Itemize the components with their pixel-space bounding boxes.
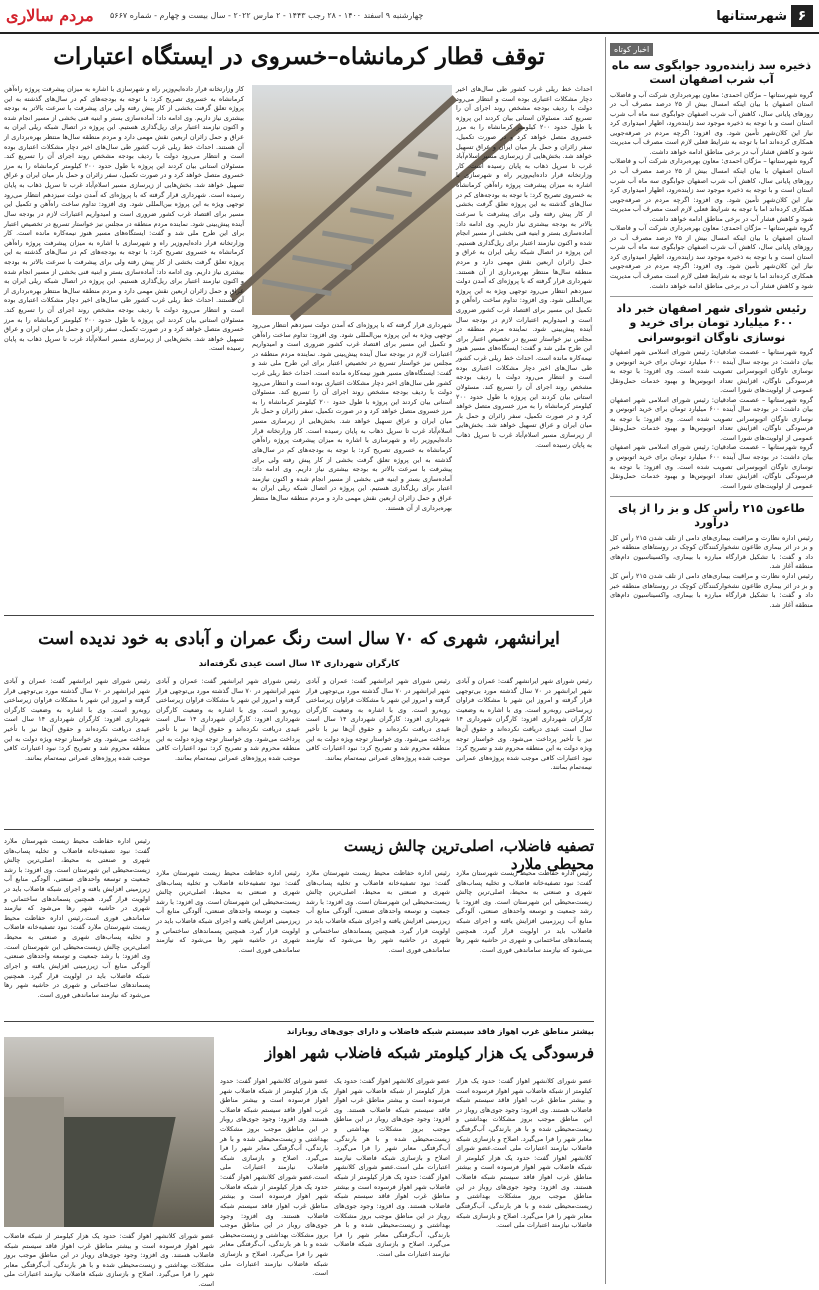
article1-text: احداث خط ریلی غرب کشور طی سال‌های اخیر دچار مشکلات اعتباری بوده است و انتظار می‌رود دولت با ردیف بودجه مشخص روند اجرای آن را تسریع کند. مسئولان استانی بیان کردند این پروژه با طول حدود ۲۰۰ کیلومتر کرمانشاه را به مرز خسروی متصل خواهد کرد و در صورت تکمیل، سفر زائران و حمل بار میان ایران و عراق تسهیل خواهد شد. بخش‌هایی از زیرسازی مسیر اسلام‌آباد غرب تا سرپل ذهاب به پایان رسیده است. xyxy=(252,369,452,435)
divider xyxy=(4,615,594,616)
article2-text: رئیس شورای شهر ایرانشهر گفت: عمران و آبادی شهر ایرانشهر در ۷۰ سال گذشته مورد بی‌توجهی قرار گرفته و امروز این شهر با مشکلات فراوان زیرساختی روبه‌رو است. وی با اشاره به وضعیت کارگران شهرداری افزود: کارگران شهرداری ۱۴ سال است عیدی دریافت نکرده‌اند و حقوق آن‌ها نیز با تأخیر پرداخت می‌شود. وی خواستار توجه ویژه دولت به این منطقه محروم شد و تصریح کرد: نبود اعتبارات کافی موجب شده پروژه‌های عمرانی نیمه‌تمام بمانند. xyxy=(156,677,301,762)
article4-headline: فرسودگی یک هزار کیلومتر شبکه فاضلاب شهر اهواز xyxy=(264,1044,594,1062)
article4-text: عضو شورای کلانشهر اهواز گفت: حدود یک هزار کیلومتر از شبکه فاضلاب شهر اهواز فرسوده است و بیشتر مناطق غرب اهواز فاقد سیستم شبکه فاضلاب هستند. وی افزود: وجود جوی‌های روباز در این مناطق موجب بروز مشکلات بهداشتی و زیست‌محیطی شده و با هر بارندگی، آب‌گرفتگی معابر شهر را فرا می‌گیرد. اصلاح و بازسازی شبکه فاضلاب نیازمند اعتبارات ملی است. xyxy=(220,1077,328,1182)
article3-headline: تصفیه فاضلاب، اصلی‌ترین چالش زیست محیطی ملارد xyxy=(343,837,594,873)
right-news-column xyxy=(605,37,813,1284)
sleeper xyxy=(322,231,374,245)
story3-body-more: رئیس اداره نظارت و مراقبت بیماری‌های دامی از تلف شدن ۲۱۵ رأس کل و بز در اثر بیماری طاعون نشخوارکنندگان کوچک در روستاهای منطقه خبر داد و گفت: با تشکیل قرارگاه مبارزه با بیماری، واکسیناسیون دام‌های منطقه آغاز شد. xyxy=(610,571,813,609)
article3-text: رئیس اداره حفاظت محیط زیست شهرستان ملارد گفت: نبود تصفیه‌خانه فاضلاب و تخلیه پساب‌های شهری و صنعتی به محیط، اصلی‌ترین چالش زیست‌محیطی این شهرستان است. وی افزود: با رشد جمعیت و توسعه واحدهای صنعتی، آلودگی منابع آب زیرزمینی افزایش یافته و اجرای شبکه فاضلاب باید در اولویت قرار گیرد. همچنین پسماندهای ساختمانی و شهری در حاشیه شهر رها می‌شود که نیازمند ساماندهی فوری است. xyxy=(456,869,592,954)
article4-text: عضو شورای کلانشهر اهواز گفت: حدود یک هزار کیلومتر از شبکه فاضلاب شهر اهواز فرسوده است و بیشتر مناطق غرب اهواز فاقد سیستم شبکه فاضلاب هستند. وی افزود: وجود جوی‌های روباز در این مناطق موجب بروز مشکلات بهداشتی و زیست‌محیطی شده و با هر بارندگی، آب‌گرفتگی معابر شهر را فرا می‌گیرد. اصلاح و بازسازی شبکه فاضلاب نیازمند اعتبارات ملی است. xyxy=(456,1144,592,1230)
article4-text: عضو شورای کلانشهر اهواز گفت: حدود یک هزار کیلومتر از شبکه فاضلاب شهر اهواز فرسوده است و بیشتر مناطق غرب اهواز فاقد سیستم شبکه فاضلاب هستند. وی افزود: وجود جوی‌های روباز در این مناطق موجب بروز مشکلات بهداشتی و زیست‌محیطی شده و با هر بارندگی، آب‌گرفتگی معابر شهر را فرا می‌گیرد. اصلاح و بازسازی شبکه فاضلاب نیازمند اعتبارات ملی است. xyxy=(334,1163,450,1258)
story1-body-more2: گروه شهرستانها – مژگان احمدی: معاون بهره‌برداری شرکت آب و فاضلاب استان اصفهان با بیان اینکه امسال بیش از ۲۵ درصد مصرف آب در روزهای پایانی سال، کاهش آب شرب اصفهان جوابگوی سه ماه آب شرب استان است و با توجه به ذخیره موجود سد زاینده‌رود، اظهار امیدواری کرد نیاز این کلان‌شهر تأمین شود. وی افزود: اگرچه مردم در صرفه‌جویی همکاری کرده‌اند اما با توجه به شرایط فعلی لازم است مصرف آب مدیریت شود و کاهش فشار آب در برخی مناطق ادامه خواهد داشت. xyxy=(610,224,813,290)
story3-body: رئیس اداره نظارت و مراقبت بیماری‌های دامی از تلف شدن ۲۱۵ رأس کل و بز در اثر بیماری طاعون نشخوارکنندگان کوچک در روستاهای منطقه خبر داد و گفت: با تشکیل قرارگاه مبارزه با بیماری، واکسیناسیون دام‌های منطقه آغاز شد. xyxy=(610,533,813,571)
canal-wall xyxy=(4,1097,64,1227)
article2-text: رئیس شورای شهر ایرانشهر گفت: عمران و آبادی شهر ایرانشهر در ۷۰ سال گذشته مورد بی‌توجهی قرار گرفته و امروز این شهر با مشکلات فراوان زیرساختی روبه‌رو است. وی با اشاره به وضعیت کارگران شهرداری افزود: کارگران شهرداری ۱۴ سال است عیدی دریافت نکرده‌اند و حقوق آن‌ها نیز با تأخیر پرداخت می‌شود. وی خواستار توجه ویژه دولت به این منطقه محروم شد و تصریح کرد: نبود اعتبارات کافی موجب شده پروژه‌های عمرانی نیمه‌تمام بمانند. xyxy=(4,677,150,762)
story2-body-more2: گروه شهرستانها – عصمت صادقیان: رئیس شورای اسلامی شهر اصفهان بیان داشت: در بودجه سال آینده ۶۰۰ میلیارد تومان برای خرید اتوبوس و نوسازی ناوگان اتوبوسرانی تصویب شده است. وی افزود: با توجه به فرسودگی ناوگان، افزایش تعداد اتوبوس‌ها و بهبود خدمات حمل‌ونقل عمومی از اولویت‌های شورا است. xyxy=(610,443,813,490)
story1-body: گروه شهرستانها – مژگان احمدی: معاون بهره‌برداری شرکت آب و فاضلاب استان اصفهان با بیان اینکه امسال بیش از ۲۵ درصد مصرف آب در روزهای پایانی سال، کاهش آب شرب اصفهان جوابگوی سه ماه آب شرب استان است و با توجه به ذخیره موجود سد زاینده‌رود، اظهار امیدواری کرد نیاز این کلان‌شهر تأمین شود. وی افزود: اگرچه مردم در صرفه‌جویی همکاری کرده‌اند اما با توجه به شرایط فعلی لازم است مصرف آب مدیریت شود و کاهش فشار آب در برخی مناطق ادامه خواهد داشت. xyxy=(610,90,813,156)
article3-text: رئیس اداره حفاظت محیط زیست شهرستان ملارد گفت: نبود تصفیه‌خانه فاضلاب و تخلیه پساب‌های شهری و صنعتی به محیط، اصلی‌ترین چالش زیست‌محیطی این شهرستان است. وی افزود: با رشد جمعیت و توسعه واحدهای صنعتی، آلودگی منابع آب زیرزمینی افزایش یافته و اجرای شبکه فاضلاب باید در اولویت قرار گیرد. همچنین پسماندهای ساختمانی و شهری در حاشیه شهر رها می‌شود که نیازمند ساماندهی فوری است. xyxy=(156,869,300,954)
issue-line: چهارشنبه ۹ اسفند ۱۴۰۰ - ۲۸ رجب ۱۴۴۳ - ۲ مارس ۲۰۲۲ - سال بیست و چهارم - شماره ۵۶۶۷ xyxy=(110,11,424,20)
article3-text: رئیس اداره حفاظت محیط زیست شهرستان ملارد گفت: نبود تصفیه‌خانه فاضلاب و تخلیه پساب‌های شهری و صنعتی به محیط، اصلی‌ترین چالش زیست‌محیطی این شهرستان است. وی افزود: با رشد جمعیت و توسعه واحدهای صنعتی، آلودگی منابع آب زیرزمینی افزایش یافته و اجرای شبکه فاضلاب باید در اولویت قرار گیرد. همچنین پسماندهای ساختمانی و شهری در حاشیه شهر رها می‌شود که نیازمند ساماندهی فوری است. xyxy=(306,869,450,954)
divider xyxy=(610,496,813,497)
article1-text: کار وزارتخانه قرار داده‌ایم‌وزیر راه و شهرسازی با اشاره به میزان پیشرفت پروژه راه‌آهن کرمانشاه به خسروی تصریح کرد: با توجه به بودجه‌های کم در سال‌های گذشته به این پروژه تعلق گرفت بخشی از کار پیش رفته ولی برای پیشرفت با سرعت بالاتر به بودجه بیشتری نیاز داریم. وی ادامه داد: آماده‌سازی بستر و ابنیه فنی بخشی از مسیر انجام شده و اکنون نیازمند اعتبار برای ریل‌گذاری هستیم. این پروژه در اتصال شبکه ریلی ایران به عراق و حمل زائران اربعین نقش مهمی دارد و مردم منطقه سال‌ها منتظر بهره‌برداری از آن هستند. xyxy=(4,85,244,151)
article1-text: احداث خط ریلی غرب کشور طی سال‌های اخیر دچار مشکلات اعتباری بوده است و انتظار می‌رود دولت با ردیف بودجه مشخص روند اجرای آن را تسریع کند. مسئولان استانی بیان کردند این پروژه با طول حدود ۲۰۰ کیلومتر کرمانشاه را به مرز خسروی متصل خواهد کرد و در صورت تکمیل، سفر زائران و حمل بار میان ایران و عراق تسهیل خواهد شد. بخش‌هایی از زیرسازی مسیر اسلام‌آباد غرب تا سرپل ذهاب به پایان رسیده است. xyxy=(456,354,592,449)
story2-headline: رئیس شورای شهر اصفهان خبر داد ۶۰۰ میلیارد تومان برای خرید و نوسازی ناوگان اتوبوسرانی xyxy=(616,302,807,344)
divider xyxy=(4,1021,594,1022)
article2-subheadline: کارگران شهرداری ۱۴ سال است عیدی نگرفته‌اند xyxy=(198,659,400,669)
article2-col-2 xyxy=(306,677,450,822)
railway-track-photo xyxy=(252,85,452,315)
article1-col-mid xyxy=(252,321,452,595)
article2-col-3 xyxy=(156,677,300,822)
newspaper-logo: مردم سالاری xyxy=(6,6,94,25)
article1-col-right xyxy=(456,85,592,595)
masthead xyxy=(0,0,819,34)
article4-col-1 xyxy=(456,1077,592,1282)
short-news-label: اخبار کوتاه xyxy=(610,43,653,56)
article2-text: رئیس شورای شهر ایرانشهر گفت: عمران و آبادی شهر ایرانشهر در ۷۰ سال گذشته مورد بی‌توجهی قرار گرفته و امروز این شهر با مشکلات فراوان زیرساختی روبه‌رو است. وی با اشاره به وضعیت کارگران شهرداری افزود: کارگران شهرداری ۱۴ سال است عیدی دریافت نکرده‌اند و حقوق آن‌ها نیز با تأخیر پرداخت می‌شود. وی خواستار توجه ویژه دولت به این منطقه محروم شد و تصریح کرد: نبود اعتبارات کافی موجب شده پروژه‌های عمرانی نیمه‌تمام بمانند. xyxy=(456,677,592,772)
article1-text: کار وزارتخانه قرار داده‌ایم‌وزیر راه و شهرسازی با اشاره به میزان پیشرفت پروژه راه‌آهن کرمانشاه به خسروی تصریح کرد: با توجه به بودجه‌های کم در سال‌های گذشته به این پروژه تعلق گرفت بخشی از کار پیش رفته ولی برای پیشرفت با سرعت بالاتر به بودجه بیشتری نیاز داریم. وی ادامه داد: آماده‌سازی بستر و ابنیه فنی بخشی از مسیر انجام شده و اکنون نیازمند اعتبار برای ریل‌گذاری هستیم. این پروژه در اتصال شبکه ریلی ایران به عراق و حمل زائران اربعین نقش مهمی دارد و مردم منطقه سال‌ها منتظر بهره‌برداری از آن هستند. xyxy=(252,426,452,512)
article1-col-left xyxy=(4,85,244,595)
section-name: شهرستانها xyxy=(716,8,787,24)
story1-headline: ذخیره سد زاینده‌رود جوابگوی سه ماه آب شرب اصفهان است xyxy=(611,59,812,87)
article4-col-3 xyxy=(220,1077,328,1282)
article3-text: رئیس اداره حفاظت محیط زیست شهرستان ملارد گفت: نبود تصفیه‌خانه فاضلاب و تخلیه پساب‌های شهری و صنعتی به محیط، اصلی‌ترین چالش زیست‌محیطی این شهرستان است. وی افزود: با رشد جمعیت و توسعه واحدهای صنعتی، آلودگی منابع آب زیرزمینی افزایش یافته و اجرای شبکه فاضلاب باید در اولویت قرار گیرد. همچنین پسماندهای ساختمانی و شهری در حاشیه شهر رها می‌شود که نیازمند ساماندهی فوری است. xyxy=(4,837,150,922)
article4-col-4 xyxy=(4,1232,214,1289)
sleeper xyxy=(292,255,352,270)
divider xyxy=(4,829,594,830)
article2-headline: ایرانشهر، شهری که ۷۰ سال است رنگ عمران و آبادی به خود ندیده است xyxy=(38,629,560,649)
article4-text: عضو شورای کلانشهر اهواز گفت: حدود یک هزار کیلومتر از شبکه فاضلاب شهر اهواز فرسوده است و بیشتر مناطق غرب اهواز فاقد سیستم شبکه فاضلاب هستند. وی افزود: وجود جوی‌های روباز در این مناطق موجب بروز مشکلات بهداشتی و زیست‌محیطی شده و با هر بارندگی، آب‌گرفتگی معابر شهر را فرا می‌گیرد. اصلاح و بازسازی شبکه فاضلاب نیازمند اعتبارات ملی است. xyxy=(334,1077,450,1172)
article4-text: عضو شورای کلانشهر اهواز گفت: حدود یک هزار کیلومتر از شبکه فاضلاب شهر اهواز فرسوده است و بیشتر مناطق غرب اهواز فاقد سیستم شبکه فاضلاب هستند. وی افزود: وجود جوی‌های روباز در این مناطق موجب بروز مشکلات بهداشتی و زیست‌محیطی شده و با هر بارندگی، آب‌گرفتگی معابر شهر را فرا می‌گیرد. اصلاح و بازسازی شبکه فاضلاب نیازمند اعتبارات ملی است. xyxy=(220,1173,328,1278)
article2-col-4 xyxy=(4,677,150,822)
article3-col-1 xyxy=(456,869,592,1014)
article1-text: شهرداری قرار گرفته که با پروژه‌ای که آمدن دولت سیزدهم انتظار می‌رود توجهی ویژه به این پروژه بین‌المللی شود. وی افزود: تداوم ساخت راه‌آهن و تکمیل این مسیر برای اقتصاد غرب کشور ضروری است و امیدواریم اعتبارات لازم در بودجه سال آینده پیش‌بینی شود. نماینده مردم منطقه در مجلس نیز خواستار تسریع در تخصیص اعتبار برای این طرح ملی شد و گفت: ایستگاه‌های مسیر هنوز نیمه‌کاره مانده است. xyxy=(4,190,244,238)
divider xyxy=(610,296,813,297)
article4-text: عضو شورای کلانشهر اهواز گفت: حدود یک هزار کیلومتر از شبکه فاضلاب شهر اهواز فرسوده است و بیشتر مناطق غرب اهواز فاقد سیستم شبکه فاضلاب هستند. وی افزود: وجود جوی‌های روباز در این مناطق موجب بروز مشکلات بهداشتی و زیست‌محیطی شده و با هر بارندگی، آب‌گرفتگی معابر شهر را فرا می‌گیرد. اصلاح و بازسازی شبکه فاضلاب نیازمند اعتبارات ملی است. xyxy=(456,1077,592,1153)
sleeper xyxy=(398,167,426,177)
article4-kicker: بیشتر مناطق غرب اهواز فاقد سیستم شبکه فاضلاب و دارای جوی‌های روباز‌اند xyxy=(286,1027,594,1036)
article1-text: کار وزارتخانه قرار داده‌ایم‌وزیر راه و شهرسازی با اشاره به میزان پیشرفت پروژه راه‌آهن کرمانشاه به خسروی تصریح کرد: با توجه به بودجه‌های کم در سال‌های گذشته به این پروژه تعلق گرفت بخشی از کار پیش رفته ولی برای پیشرفت با سرعت بالاتر به بودجه بیشتری نیاز داریم. وی ادامه داد: آماده‌سازی بستر و ابنیه فنی بخشی از مسیر انجام شده و اکنون نیازمند اعتبار برای ریل‌گذاری هستیم. این پروژه در اتصال شبکه ریلی ایران به عراق و حمل زائران اربعین نقش مهمی دارد و مردم منطقه سال‌ها منتظر بهره‌برداری از آن هستند. xyxy=(456,161,592,276)
sleeper xyxy=(376,186,412,197)
article1-text: شهرداری قرار گرفته که با پروژه‌ای که آمدن دولت سیزدهم انتظار می‌رود توجهی ویژه به این پروژه بین‌المللی شود. وی افزود: تداوم ساخت راه‌آهن و تکمیل این مسیر برای اقتصاد غرب کشور ضروری است و امیدواریم اعتبارات لازم در بودجه سال آینده پیش‌بینی شود. نماینده مردم منطقه در مجلس نیز خواستار تسریع در تخصیص اعتبار برای این طرح ملی شد و گفت: ایستگاه‌های مسیر هنوز نیمه‌کاره مانده است. xyxy=(456,277,592,363)
article4-text: عضو شورای کلانشهر اهواز گفت: حدود یک هزار کیلومتر از شبکه فاضلاب شهر اهواز فرسوده است و بیشتر مناطق غرب اهواز فاقد سیستم شبکه فاضلاب هستند. وی افزود: وجود جوی‌های روباز در این مناطق موجب بروز مشکلات بهداشتی و زیست‌محیطی شده و با هر بارندگی، آب‌گرفتگی معابر شهر را فرا می‌گیرد. اصلاح و بازسازی شبکه فاضلاب نیازمند اعتبارات ملی است. xyxy=(4,1232,214,1289)
article3-col-4 xyxy=(4,837,150,1014)
article2-text: رئیس شورای شهر ایرانشهر گفت: عمران و آبادی شهر ایرانشهر در ۷۰ سال گذشته مورد بی‌توجهی قرار گرفته و امروز این شهر با مشکلات فراوان زیرساختی روبه‌رو است. وی با اشاره به وضعیت کارگران شهرداری افزود: کارگران شهرداری ۱۴ سال است عیدی دریافت نکرده‌اند و حقوق آن‌ها نیز با تأخیر پرداخت می‌شود. وی خواستار توجه ویژه دولت به این منطقه محروم شد و تصریح کرد: نبود اعتبارات کافی موجب شده پروژه‌های عمرانی نیمه‌تمام بمانند. xyxy=(306,677,451,762)
article1-headline: توقف قطار کرمانشاه–خسروی در ایستگاه اعتبارات xyxy=(53,43,545,70)
article3-col-2 xyxy=(306,869,450,1014)
story1-body-more: گروه شهرستانها – مژگان احمدی: معاون بهره‌برداری شرکت آب و فاضلاب استان اصفهان با بیان اینکه امسال بیش از ۲۵ درصد مصرف آب در روزهای پایانی سال، کاهش آب شرب اصفهان جوابگوی سه ماه آب شرب استان است و با توجه به ذخیره موجود سد زاینده‌رود، اظهار امیدواری کرد نیاز این کلان‌شهر تأمین شود. وی افزود: اگرچه مردم در صرفه‌جویی همکاری کرده‌اند اما با توجه به شرایط فعلی لازم است مصرف آب مدیریت شود و کاهش فشار آب در برخی مناطق ادامه خواهد داشت. xyxy=(610,157,813,223)
sleeper xyxy=(418,151,439,159)
article1-text: شهرداری قرار گرفته که با پروژه‌ای که آمدن دولت سیزدهم انتظار می‌رود توجهی ویژه به این پروژه بین‌المللی شود. وی افزود: تداوم ساخت راه‌آهن و تکمیل این مسیر برای اقتصاد غرب کشور ضروری است و امیدواریم اعتبارات لازم در بودجه سال آینده پیش‌بینی شود. نماینده مردم منطقه در مجلس نیز خواستار تسریع در تخصیص اعتبار برای این طرح ملی شد و گفت: ایستگاه‌های مسیر هنوز نیمه‌کاره مانده است. xyxy=(252,321,452,378)
article2-col-1 xyxy=(456,677,592,822)
article1-text: احداث خط ریلی غرب کشور طی سال‌های اخیر دچار مشکلات اعتباری بوده است و انتظار می‌رود دولت با ردیف بودجه مشخص روند اجرای آن را تسریع کند. مسئولان استانی بیان کردند این پروژه با طول حدود ۲۰۰ کیلومتر کرمانشاه را به مرز خسروی متصل خواهد کرد و در صورت تکمیل، سفر زائران و حمل بار میان ایران و عراق تسهیل خواهد شد. بخش‌هایی از زیرسازی مسیر اسلام‌آباد غرب تا سرپل ذهاب به پایان رسیده است. xyxy=(456,85,592,170)
page-number: ۶ xyxy=(791,5,813,27)
sleeper xyxy=(350,207,394,220)
article3-col-3 xyxy=(156,869,300,1014)
open-canal-photo xyxy=(4,1037,214,1227)
story3-headline: طاعون ۲۱۵ رأس کل و بز را از پای درآورد xyxy=(618,502,805,530)
story2-body: گروه شهرستانها – عصمت صادقیان: رئیس شورای اسلامی شهر اصفهان بیان داشت: در بودجه سال آینده ۶۰۰ میلیارد تومان برای خرید اتوبوس و نوسازی ناوگان اتوبوسرانی تصویب شده است. وی افزود: با توجه به فرسودگی ناوگان، افزایش تعداد اتوبوس‌ها و بهبود خدمات حمل‌ونقل عمومی از اولویت‌های شورا است. xyxy=(610,347,813,395)
article1-text: کار وزارتخانه قرار داده‌ایم‌وزیر راه و شهرسازی با اشاره به میزان پیشرفت پروژه راه‌آهن کرمانشاه به خسروی تصریح کرد: با توجه به بودجه‌های کم در سال‌های گذشته به این پروژه تعلق گرفت بخشی از کار پیش رفته ولی برای پیشرفت با سرعت بالاتر به بودجه بیشتری نیاز داریم. وی ادامه داد: آماده‌سازی بستر و ابنیه فنی بخشی از مسیر انجام شده و اکنون نیازمند اعتبار برای ریل‌گذاری هستیم. این پروژه در اتصال شبکه ریلی ایران به عراق و حمل زائران اربعین نقش مهمی دارد و مردم منطقه سال‌ها منتظر بهره‌برداری از آن هستند. xyxy=(4,229,244,305)
article3-text: رئیس اداره حفاظت محیط زیست شهرستان ملارد گفت: نبود تصفیه‌خانه فاضلاب و تخلیه پساب‌های شهری و صنعتی به محیط، اصلی‌ترین چالش زیست‌محیطی این شهرستان است. وی افزود: با رشد جمعیت و توسعه واحدهای صنعتی، آلودگی منابع آب زیرزمینی افزایش یافته و اجرای شبکه فاضلاب باید در اولویت قرار گیرد. همچنین پسماندهای ساختمانی و شهری در حاشیه شهر رها می‌شود که نیازمند ساماندهی فوری است. xyxy=(4,913,150,999)
article4-col-2 xyxy=(334,1077,450,1282)
story2-body-more: گروه شهرستانها – عصمت صادقیان: رئیس شورای اسلامی شهر اصفهان بیان داشت: در بودجه سال آینده ۶۰۰ میلیارد تومان برای خرید اتوبوس و نوسازی ناوگان اتوبوسرانی تصویب شده است. وی افزود: با توجه به فرسودگی ناوگان، افزایش تعداد اتوبوس‌ها و بهبود خدمات حمل‌ونقل عمومی از اولویت‌های شورا است. xyxy=(610,395,813,442)
article1-text: احداث خط ریلی غرب کشور طی سال‌های اخیر دچار مشکلات اعتباری بوده است و انتظار می‌رود دولت با ردیف بودجه مشخص روند اجرای آن را تسریع کند. مسئولان استانی بیان کردند این پروژه با طول حدود ۲۰۰ کیلومتر کرمانشاه را به مرز خسروی متصل خواهد کرد و در صورت تکمیل، سفر زائران و حمل بار میان ایران و عراق تسهیل خواهد شد. بخش‌هایی از زیرسازی مسیر اسلام‌آباد غرب تا سرپل ذهاب به پایان رسیده است. xyxy=(4,296,244,353)
section-badge xyxy=(716,5,813,27)
article1-text: احداث خط ریلی غرب کشور طی سال‌های اخیر دچار مشکلات اعتباری بوده است و انتظار می‌رود دولت با ردیف بودجه مشخص روند اجرای آن را تسریع کند. مسئولان استانی بیان کردند این پروژه با طول حدود ۲۰۰ کیلومتر کرمانشاه را به مرز خسروی متصل خواهد کرد و در صورت تکمیل، سفر زائران و حمل بار میان ایران و عراق تسهیل خواهد شد. بخش‌هایی از زیرسازی مسیر اسلام‌آباد غرب تا سرپل ذهاب به پایان رسیده است. xyxy=(4,142,244,199)
